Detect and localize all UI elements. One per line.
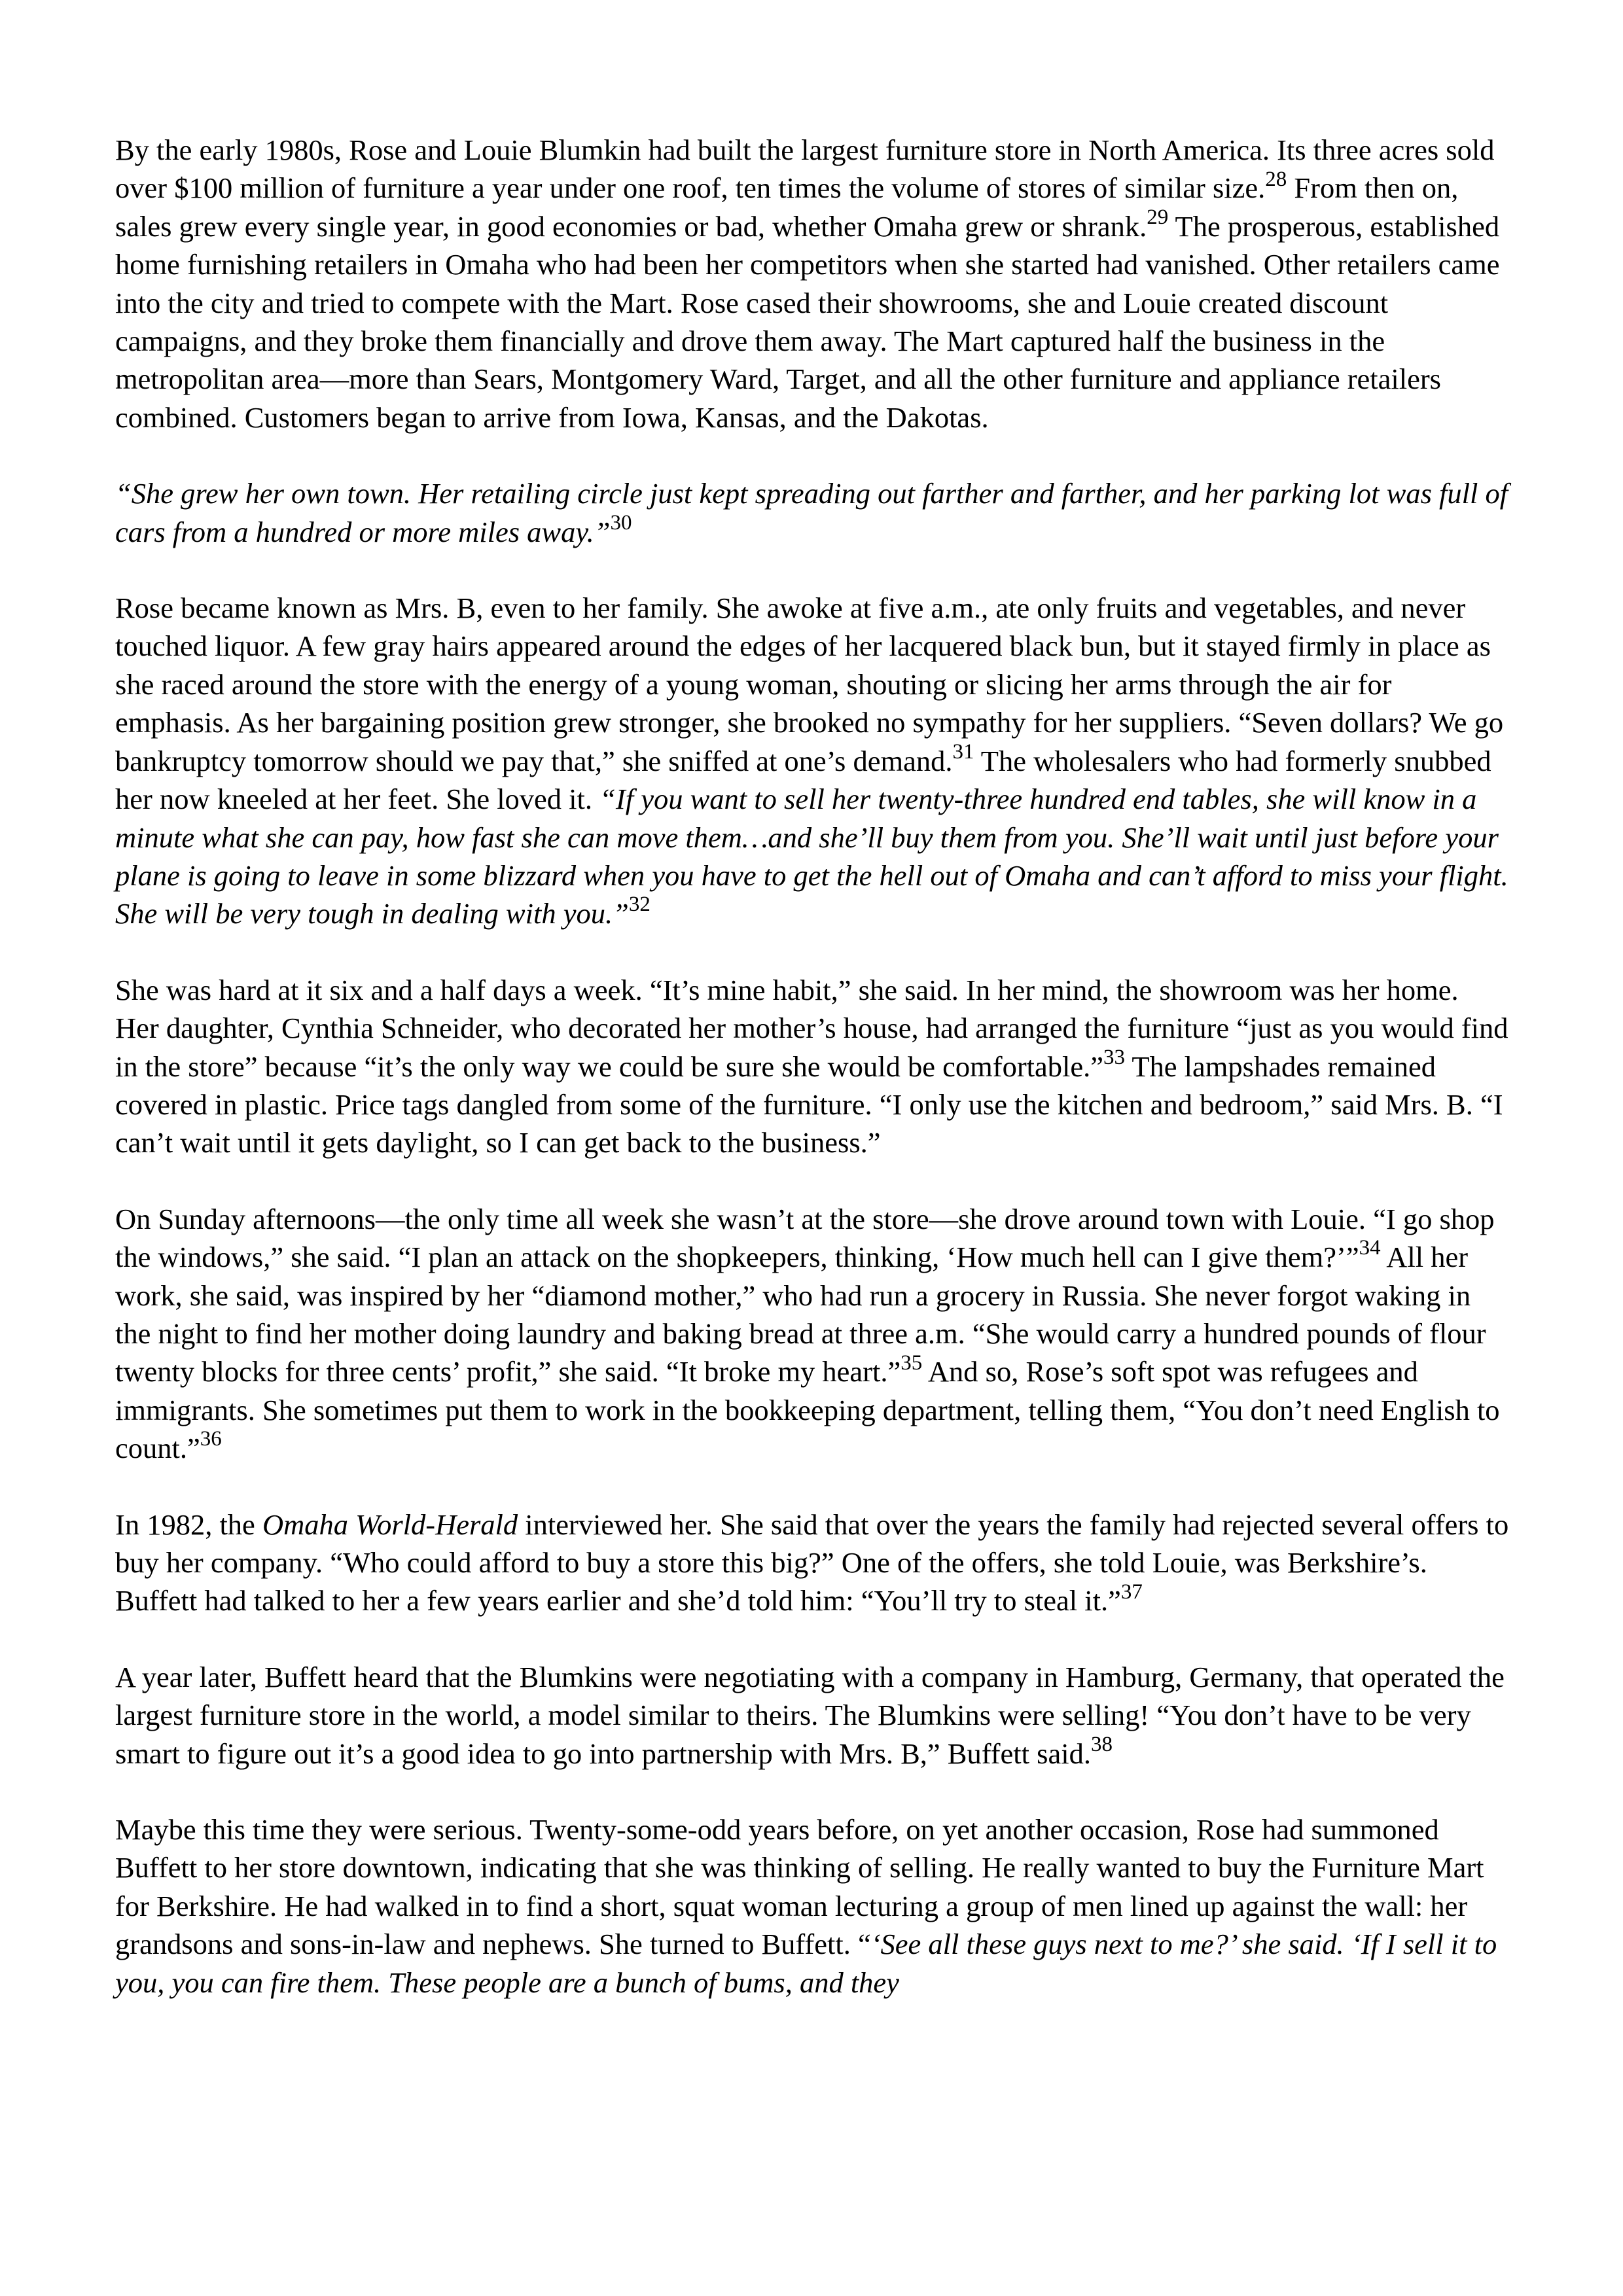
footnote-ref: 38	[1090, 1732, 1113, 1756]
paragraph	[115, 971, 1509, 1162]
footnote-ref: 35	[901, 1351, 923, 1375]
text-run: A year later, Buffett heard that the Blumkins were negotiating with a company in Hamburg, Germany, that operated the largest furniture store in the world, a model similar to theirs. The Blumkins were selling! “You don’t have to be very smart to figure out it’s a good idea to go into partnership with Mrs. B,” Buffett said.	[115, 1660, 1505, 1770]
paragraph	[115, 1810, 1509, 2002]
footnote-ref: 30	[610, 510, 632, 535]
italic-text: ‘See all these guys next to me?’ she said. ‘If I sell it to you, you can fire them. These people are a bunch of bums, and they	[115, 1928, 1497, 1999]
paragraph	[115, 1200, 1509, 1468]
footnote-ref: 34	[1359, 1236, 1381, 1260]
footnote-ref: 29	[1147, 205, 1169, 229]
footnote-ref: 31	[952, 739, 974, 764]
text-run: The prosperous, established home furnishing retailers in Omaha who had been her competitors when she started had vanished. Other retailers came into the city and tried to compete with the Mart. Rose cased their showrooms, she and Louie created discount campaigns, and they broke them financially and drove them away. The Mart captured half the business in the metropolitan area—more than Sears, Montgomery Ward, Target, and all the other furniture and appliance retailers combined. Customers began to arrive from Iowa, Kansas, and the Dakotas.	[115, 209, 1500, 434]
quote-paragraph	[115, 474, 1509, 551]
italic-text: “She grew her own town. Her retailing circle just kept spreading out farther and farther, and her parking lot was full of cars from a hundred or more miles away.”	[115, 477, 1508, 548]
text-run: The wholesalers who had formerly snubbed her now kneeled at her feet. She loved it.	[115, 744, 1491, 816]
footnote-ref: 32	[628, 892, 651, 917]
paragraph	[115, 1506, 1509, 1620]
text-run: On Sunday afternoons—the only time all week she wasn’t at the store—she drove around town with Louie. “I go shop the windows,” she said. “I plan an attack on the shopkeepers, thinking, ‘How much hell can I give them?’”	[115, 1202, 1495, 1274]
italic-text: “If you want to sell her twenty-three hundred end tables, she will know in a minute what she can pay, how fast she can move them…and she’ll buy them from you. She’ll wait until just before your plane is going to leave in some blizzard when you have to get the hell out of Omaha and can’t afford to miss your flight. She will be very tough in dealing with you.”	[115, 783, 1508, 930]
text-run: She was hard at it six and a half days a week. “It’s mine habit,” she said. In her mind, the showroom was her home. Her daughter, Cynthia Schneider, who decorated her mother’s house, had arranged the furniture “just as you would find in the store” because “it’s the only way we could be sure she would be comfortable.”	[115, 973, 1508, 1083]
footnote-ref: 37	[1120, 1580, 1143, 1604]
text-run: From then on, sales grew every single year, in good economies or bad, whether Omaha grew or shrank.	[115, 171, 1459, 243]
footnote-ref: 28	[1265, 167, 1287, 191]
text-run: The lampshades remained covered in plastic. Price tags dangled from some of the furniture. “I only use the kitchen and bedroom,” said Mrs. B. “I can’t wait until it gets daylight, so I can get back to the business.”	[115, 1050, 1503, 1159]
italic-text: Omaha World-Herald	[262, 1508, 518, 1541]
footnote-ref: 33	[1103, 1045, 1126, 1069]
text-run: interviewed her. She said that over the years the family had rejected several offers to buy her company. “Who could afford to buy a store this big?” One of the offers, she told Louie, was Berkshire’s. Buffett had talked to her a few years earlier and she’d told him: “You’ll try to steal it.”	[115, 1508, 1509, 1617]
text-run: In 1982, the	[115, 1508, 262, 1541]
paragraph	[115, 131, 1509, 436]
paragraph	[115, 1658, 1509, 1773]
text-run: Maybe this time they were serious. Twenty-some-odd years before, on yet another occasion, Rose had summoned Buffett to her store downtown, indicating that she was thinking of selling. He really wanted to buy the Furniture Mart for Berkshire. He had walked in to find a short, squat woman lecturing a group of men lined up against the wall: her grandsons and sons-in-law and nephews. She turned to Buffett. “	[115, 1813, 1484, 1961]
footnote-ref: 36	[200, 1427, 222, 1451]
text-run: And so, Rose’s soft spot was refugees and immigrants. She sometimes put them to work in the bookkeeping department, telling them, “You don’t need English to count.”	[115, 1355, 1500, 1465]
text-run: Rose became known as Mrs. B, even to her family. She awoke at five a.m., ate only fruits and vegetables, and never touched liquor. A few gray hairs appeared around the edges of her lacquered black bun, but it stayed firmly in place as she raced around the store with the energy of a young woman, shouting or slicing her arms through the air for emphasis. As her bargaining position grew stronger, she brooked no sympathy for her suppliers. “Seven dollars? We go bankruptcy tomorrow should we pay that,” she sniffed at one’s demand.	[115, 592, 1504, 777]
text-run: All her work, she said, was inspired by her “diamond mother,” who had run a grocery in Russia. She never forgot waking in the night to find her mother doing laundry and baking bread at three a.m. “She would carry a hundred pounds of flour twenty blocks for three cents’ profit,” she said. “It broke my heart.”	[115, 1241, 1486, 1388]
paragraph	[115, 589, 1509, 933]
document-page	[115, 131, 1509, 2002]
text-run: By the early 1980s, Rose and Louie Blumkin had built the largest furniture store in North America. Its three acres sold over $100 million of furniture a year under one roof, ten times the volume of stores of similar size.	[115, 133, 1495, 205]
